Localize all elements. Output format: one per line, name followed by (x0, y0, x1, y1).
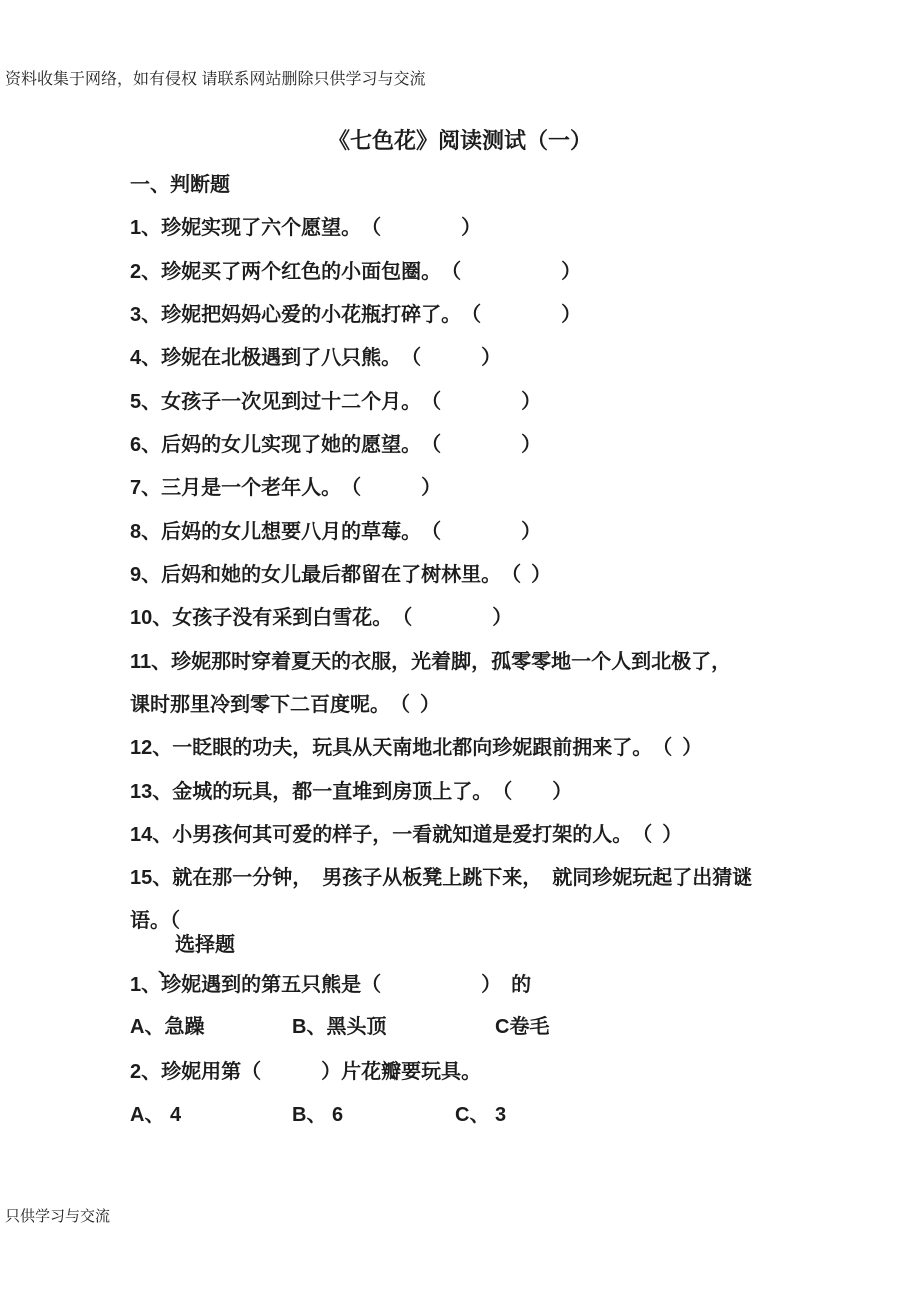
judgement-q2: 2、珍妮买了两个红色的小面包圈。 （ ） (130, 261, 582, 283)
judgement-q1: 1、珍妮实现了六个愿望。 （ ） (130, 217, 482, 239)
footer-note: 只供学习与交流 (5, 1208, 111, 1225)
judgement-q15-line-1: 15、就在那一分钟， 男孩子从板凳上跳下来， 就同珍妮玩起了出猜谜 (130, 867, 753, 889)
header-note: 资料收集于网络，如有侵权 请联系网站删除只供学习与交流 (5, 71, 426, 88)
judgement-q7: 7、三月是一个老年人。 （ ） (130, 477, 442, 499)
choice-q1-option-c: C卷毛 (495, 1016, 550, 1038)
judgement-q10: 10、女孩子没有采到白雪花。 （ ） (130, 607, 513, 629)
judgement-q13: 13、金城的玩具，都一直堆到房顶上了。 （ ） (130, 781, 573, 803)
choice-q2: 2、珍妮用第（ ）片花瓣要玩具。 (130, 1061, 482, 1083)
judgement-heading: 一、判断题 (130, 174, 230, 196)
choice-q1-option-b: B、黑头顶 (292, 1016, 387, 1038)
judgement-q4: 4、珍妮在北极遇到了八只熊。 （ ） (130, 347, 502, 369)
page-title: 《七色花》阅读测试（一） (327, 128, 592, 153)
judgement-q12: 12、一眨眼的功夫，玩具从天南地北都向珍妮跟前拥来了。 （ ） (130, 737, 703, 759)
judgement-q11-line-2: 课时那里冷到零下二百度呢。 （ ） (130, 694, 440, 716)
choice-q2-option-b: B、 6 (292, 1104, 344, 1126)
stray-enumeration-comma: 、 (158, 957, 178, 979)
judgement-q6: 6、后妈的女儿实现了她的愿望。 （ ） (130, 434, 542, 456)
judgement-q8: 8、后妈的女儿想要八月的草莓。 （ ） (130, 521, 542, 543)
judgement-q15-line-2: 语。（ (130, 910, 180, 932)
judgement-q11-line-1: 11、珍妮那时穿着夏天的衣服，光着脚，孤零零地一个人到北极了， (130, 651, 732, 673)
judgement-q9: 9、后妈和她的女儿最后都留在了树林里。 （ ） (130, 564, 552, 586)
judgement-q14: 14、小男孩何其可爱的样子，一看就知道是爱打架的人。 （ ） (130, 824, 683, 846)
choice-q2-option-a: A、 4 (130, 1104, 182, 1126)
choice-q2-option-c: C、 3 (455, 1104, 507, 1126)
choice-q1-option-a: A、急躁 (130, 1016, 205, 1038)
judgement-q5: 5、女孩子一次见到过十二个月。 （ ） (130, 391, 542, 413)
choice-q1: 1、珍妮遇到的第五只熊是（ ） 的 (130, 974, 532, 996)
choice-heading: 选择题 (175, 934, 235, 956)
judgement-q3: 3、珍妮把妈妈心爱的小花瓶打碎了。 （ ） (130, 304, 582, 326)
